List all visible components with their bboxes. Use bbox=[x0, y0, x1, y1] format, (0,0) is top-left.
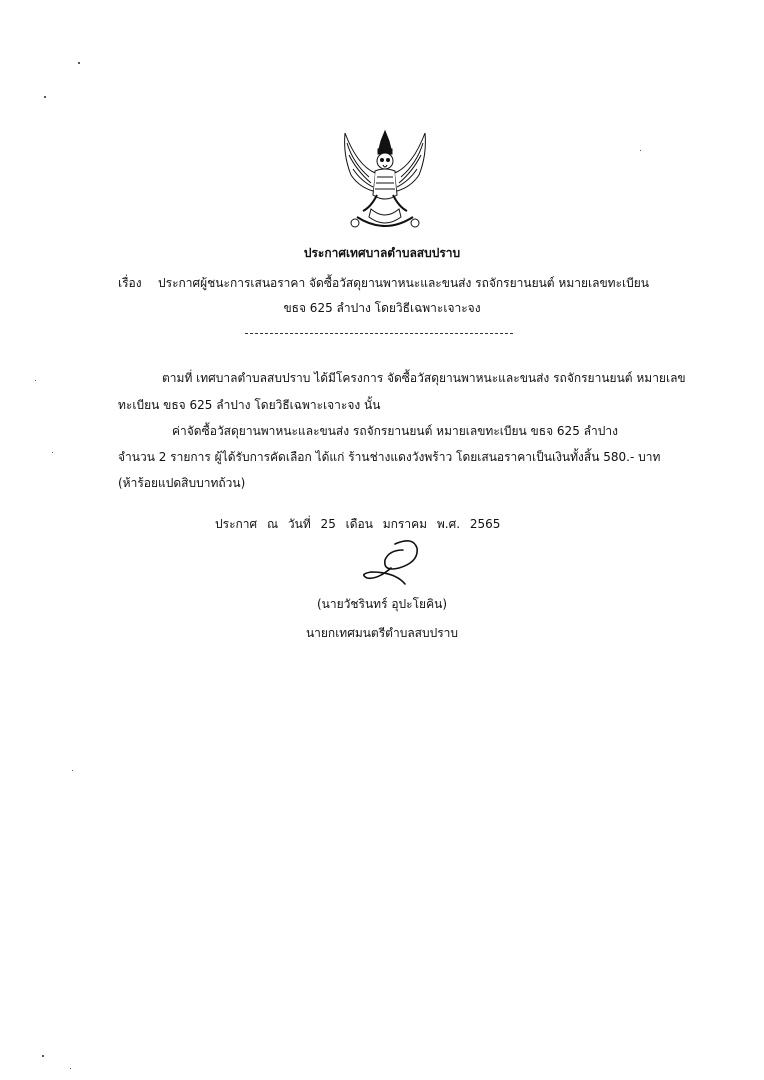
announcement-date: ประกาศ ณ วันที่ 25 เดือน มกราคม พ.ศ. 2565 bbox=[215, 517, 501, 531]
body-paragraph-1: ตามที่ เทศบาลตำบลสบปราบ ได้มีโครงการ จัดซื้อวัสดุยานพาหนะและขนส่ง รถจักรยานยนต์ หมายเลข bbox=[162, 371, 686, 385]
scan-speck bbox=[44, 96, 46, 98]
body-paragraph-2: ค่าจัดซื้อวัสดุยานพาหนะและขนส่ง รถจักรยานยนต์ หมายเลขทะเบียน ขธจ 625 ลำปาง bbox=[172, 424, 618, 438]
amount-in-words: (ห้าร้อยแปดสิบบาทถ้วน) bbox=[118, 476, 246, 490]
subject-text-continued: ขธจ 625 ลำปาง โดยวิธีเฉพาะเจาะจง bbox=[283, 301, 481, 315]
scan-speck bbox=[72, 770, 73, 771]
body-paragraph-2-continued: จำนวน 2 รายการ ผู้ได้รับการคัดเลือก ได้แก่ ร้านช่างแดงวังพร้าว โดยเสนอราคาเป็นเงินทั้งสิ้น 580.- บาท bbox=[118, 450, 661, 464]
scan-speck bbox=[35, 380, 36, 381]
scan-speck bbox=[70, 1068, 71, 1069]
garuda-emblem bbox=[335, 125, 435, 233]
scan-speck bbox=[640, 150, 641, 151]
scan-speck bbox=[42, 1055, 44, 1057]
handwritten-signature bbox=[355, 538, 427, 590]
subject-text: ประกาศผู้ชนะการเสนอราคา จัดซื้อวัสดุยานพาหนะและขนส่ง รถจักรยานยนต์ หมายเลขทะเบียน bbox=[158, 276, 649, 290]
scan-speck bbox=[78, 62, 80, 64]
subject-label: เรื่อง bbox=[118, 276, 142, 290]
announcement-title: ประกาศเทศบาลตำบลสบปราบ bbox=[303, 246, 461, 260]
body-paragraph-1-continued: ทะเบียน ขธจ 625 ลำปาง โดยวิธีเฉพาะเจาะจง นั้น bbox=[118, 398, 381, 412]
scan-speck bbox=[52, 452, 53, 453]
signer-position: นายกเทศมนตรีตำบลสบปราบ bbox=[305, 626, 459, 640]
divider-line bbox=[245, 333, 513, 334]
signer-name: (นายวัชรินทร์ อุปะโยคิน) bbox=[316, 597, 447, 611]
